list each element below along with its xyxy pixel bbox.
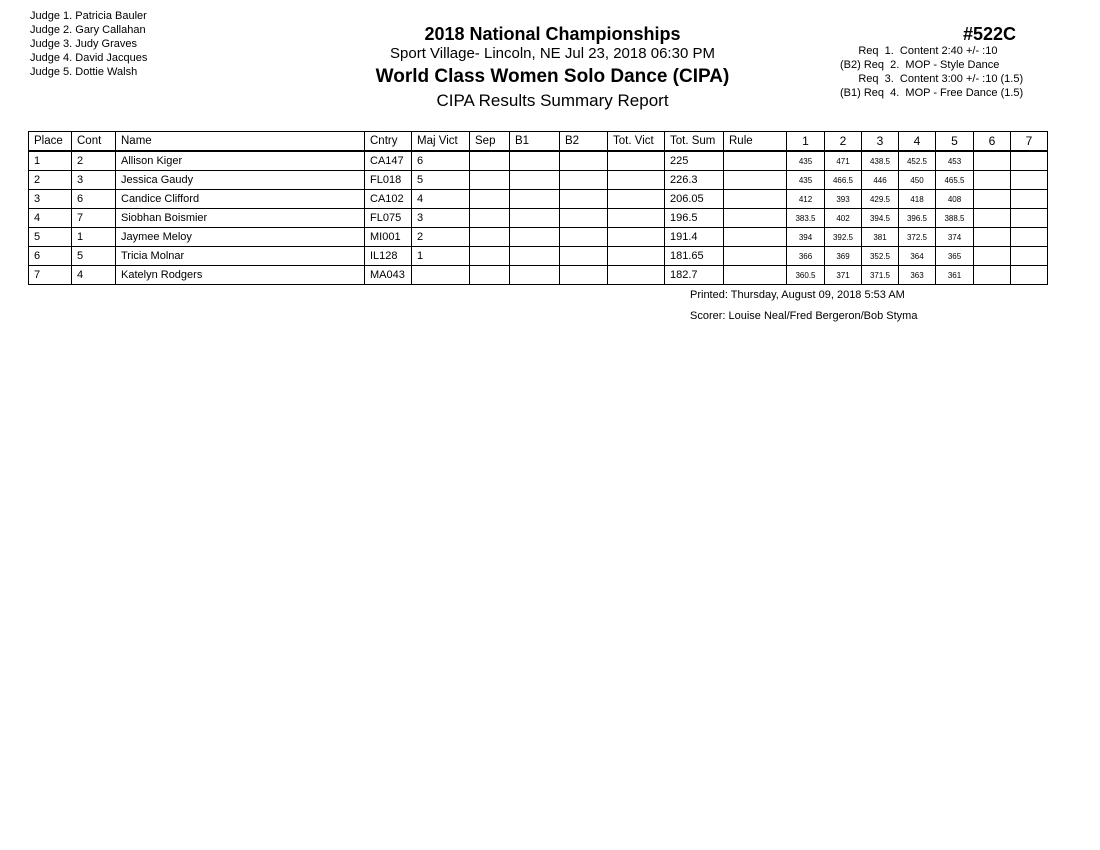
- table-cell: 374: [936, 228, 974, 247]
- requirement: Req 3. Content 3:00 +/- :10 (1.5): [840, 73, 1024, 85]
- table-cell: 196.5: [665, 209, 724, 228]
- table-cell: 372.5: [899, 228, 936, 247]
- table-cell: [1011, 228, 1048, 247]
- table-cell: [470, 209, 510, 228]
- table-cell: [608, 151, 665, 171]
- column-header: 6: [974, 132, 1011, 152]
- table-cell: [560, 228, 608, 247]
- table-cell: 365: [936, 247, 974, 266]
- table-cell: 7: [72, 209, 116, 228]
- table-cell: 446: [862, 171, 899, 190]
- table-cell: 225: [665, 151, 724, 171]
- table-cell: [510, 228, 560, 247]
- table-cell: [560, 190, 608, 209]
- table-cell: [974, 228, 1011, 247]
- column-header: B2: [560, 132, 608, 152]
- table-cell: [974, 247, 1011, 266]
- table-cell: [560, 171, 608, 190]
- table-cell: [724, 190, 787, 209]
- judge: Judge 2. Gary Callahan: [30, 24, 146, 36]
- table-cell: 4: [72, 266, 116, 285]
- requirement: (B1) Req 4. MOP - Free Dance (1.5): [840, 87, 1024, 99]
- table-cell: Candice Clifford: [116, 190, 365, 209]
- table-cell: FL018: [365, 171, 412, 190]
- table-cell: 3: [29, 190, 72, 209]
- table-cell: 435: [787, 151, 825, 171]
- table-cell: 371.5: [862, 266, 899, 285]
- table-cell: 393: [825, 190, 862, 209]
- table-cell: 402: [825, 209, 862, 228]
- venue-date: Sport Village- Lincoln, NE Jul 23, 2018 06:30 PM: [390, 45, 715, 62]
- table-cell: Jaymee Meloy: [116, 228, 365, 247]
- table-cell: 466.5: [825, 171, 862, 190]
- table-cell: [1011, 190, 1048, 209]
- table-cell: 4: [412, 190, 470, 209]
- judges-list: [30, 9, 147, 79]
- column-header: Place: [29, 132, 72, 152]
- table-cell: [510, 171, 560, 190]
- table-cell: IL128: [365, 247, 412, 266]
- table-cell: 1: [412, 247, 470, 266]
- event-number: #522C: [963, 24, 1017, 44]
- table-cell: 191.4: [665, 228, 724, 247]
- table-cell: [510, 266, 560, 285]
- table-cell: 366: [787, 247, 825, 266]
- table-cell: 392.5: [825, 228, 862, 247]
- table-cell: 7: [29, 266, 72, 285]
- table-cell: 6: [29, 247, 72, 266]
- table-cell: [1011, 209, 1048, 228]
- table-cell: 465.5: [936, 171, 974, 190]
- table-cell: 360.5: [787, 266, 825, 285]
- table-cell: 471: [825, 151, 862, 171]
- column-header: Rule: [724, 132, 787, 152]
- table-cell: [510, 247, 560, 266]
- table-cell: 408: [936, 190, 974, 209]
- table-row: [29, 209, 1048, 228]
- table-cell: [470, 228, 510, 247]
- table-cell: 226.3: [665, 171, 724, 190]
- table-cell: Allison Kiger: [116, 151, 365, 171]
- table-cell: [560, 209, 608, 228]
- table-cell: 452.5: [899, 151, 936, 171]
- table-cell: [1011, 171, 1048, 190]
- table-cell: Tricia Molnar: [116, 247, 365, 266]
- judge: Judge 3. Judy Graves: [30, 38, 138, 50]
- column-header: Cntry: [365, 132, 412, 152]
- table-cell: [510, 190, 560, 209]
- table-cell: 1: [29, 151, 72, 171]
- table-cell: 394: [787, 228, 825, 247]
- column-header: Cont: [72, 132, 116, 152]
- table-cell: 5: [412, 171, 470, 190]
- table-cell: FL075: [365, 209, 412, 228]
- table-cell: [470, 171, 510, 190]
- table-cell: 2: [72, 151, 116, 171]
- table-cell: 182.7: [665, 266, 724, 285]
- table-cell: [608, 228, 665, 247]
- table-row: [29, 247, 1048, 266]
- table-cell: [560, 247, 608, 266]
- table-cell: Katelyn Rodgers: [116, 266, 365, 285]
- column-header: Tot. Vict: [608, 132, 665, 152]
- table-cell: [1011, 151, 1048, 171]
- table-cell: 396.5: [899, 209, 936, 228]
- table-row: [29, 171, 1048, 190]
- table-row: [29, 151, 1048, 171]
- table-cell: [608, 190, 665, 209]
- table-cell: 394.5: [862, 209, 899, 228]
- table-row: [29, 190, 1048, 209]
- table-cell: [724, 247, 787, 266]
- table-cell: [1011, 247, 1048, 266]
- table-cell: CA147: [365, 151, 412, 171]
- column-header: 2: [825, 132, 862, 152]
- table-cell: [470, 190, 510, 209]
- table-cell: [560, 266, 608, 285]
- table-cell: [974, 171, 1011, 190]
- table-cell: MA043: [365, 266, 412, 285]
- table-cell: 6: [412, 151, 470, 171]
- table-cell: [608, 247, 665, 266]
- table-cell: [608, 266, 665, 285]
- table-cell: 5: [29, 228, 72, 247]
- table-cell: 450: [899, 171, 936, 190]
- table-cell: 429.5: [862, 190, 899, 209]
- column-header: B1: [510, 132, 560, 152]
- column-header: Maj Vict: [412, 132, 470, 152]
- table-cell: 5: [72, 247, 116, 266]
- table-cell: 364: [899, 247, 936, 266]
- table-cell: [510, 151, 560, 171]
- table-cell: 363: [899, 266, 936, 285]
- requirement: Req 1. Content 2:40 +/- :10: [840, 45, 998, 57]
- column-header: 3: [862, 132, 899, 152]
- judge: Judge 4. David Jacques: [30, 52, 148, 64]
- table-cell: 206.05: [665, 190, 724, 209]
- table-cell: [974, 209, 1011, 228]
- judge: Judge 1. Patricia Bauler: [30, 10, 147, 22]
- table-cell: 388.5: [936, 209, 974, 228]
- column-header: Name: [116, 132, 365, 152]
- scorer: Scorer: Louise Neal/Fred Bergeron/Bob Styma: [690, 310, 918, 322]
- table-cell: [560, 151, 608, 171]
- table-cell: 435: [787, 171, 825, 190]
- table-row: [29, 228, 1048, 247]
- table-cell: 361: [936, 266, 974, 285]
- event-title: World Class Women Solo Dance (CIPA): [375, 66, 730, 87]
- column-header: 1: [787, 132, 825, 152]
- table-cell: 453: [936, 151, 974, 171]
- table-cell: [974, 266, 1011, 285]
- report-title: CIPA Results Summary Report: [436, 91, 669, 110]
- table-cell: [724, 151, 787, 171]
- judge: Judge 5. Dottie Walsh: [30, 66, 138, 78]
- table-cell: 371: [825, 266, 862, 285]
- table-cell: [974, 151, 1011, 171]
- table-cell: [608, 209, 665, 228]
- table-cell: 369: [825, 247, 862, 266]
- column-header: Sep: [470, 132, 510, 152]
- table-cell: 3: [72, 171, 116, 190]
- table-cell: [510, 209, 560, 228]
- table-cell: [412, 266, 470, 285]
- table-cell: 438.5: [862, 151, 899, 171]
- column-header: 7: [1011, 132, 1048, 152]
- table-cell: [608, 171, 665, 190]
- table-cell: 418: [899, 190, 936, 209]
- table-cell: MI001: [365, 228, 412, 247]
- table-cell: Siobhan Boismier: [116, 209, 365, 228]
- table-cell: 2: [29, 171, 72, 190]
- competition-title: 2018 National Championships: [424, 24, 681, 44]
- column-header: 5: [936, 132, 974, 152]
- table-cell: [470, 247, 510, 266]
- table-cell: [470, 151, 510, 171]
- table-row: [29, 266, 1048, 285]
- table-cell: 6: [72, 190, 116, 209]
- table-cell: 4: [29, 209, 72, 228]
- table-cell: 181.65: [665, 247, 724, 266]
- requirements-list: [840, 44, 1023, 100]
- table-cell: [724, 171, 787, 190]
- table-cell: 352.5: [862, 247, 899, 266]
- table-cell: 412: [787, 190, 825, 209]
- table-cell: [724, 228, 787, 247]
- table-cell: [724, 209, 787, 228]
- table-cell: 3: [412, 209, 470, 228]
- table-cell: 2: [412, 228, 470, 247]
- table-cell: 381: [862, 228, 899, 247]
- table-header: [29, 132, 1048, 152]
- table-cell: Jessica Gaudy: [116, 171, 365, 190]
- table-cell: CA102: [365, 190, 412, 209]
- table-cell: [1011, 266, 1048, 285]
- table-cell: [724, 266, 787, 285]
- printed-date: Printed: Thursday, August 09, 2018 5:53 AM: [690, 289, 905, 301]
- table-cell: [470, 266, 510, 285]
- column-header: Tot. Sum: [665, 132, 724, 152]
- column-header: 4: [899, 132, 936, 152]
- results-table: [28, 131, 1048, 285]
- requirement: (B2) Req 2. MOP - Style Dance: [840, 59, 1000, 71]
- table-cell: 1: [72, 228, 116, 247]
- table-cell: [974, 190, 1011, 209]
- table-cell: 383.5: [787, 209, 825, 228]
